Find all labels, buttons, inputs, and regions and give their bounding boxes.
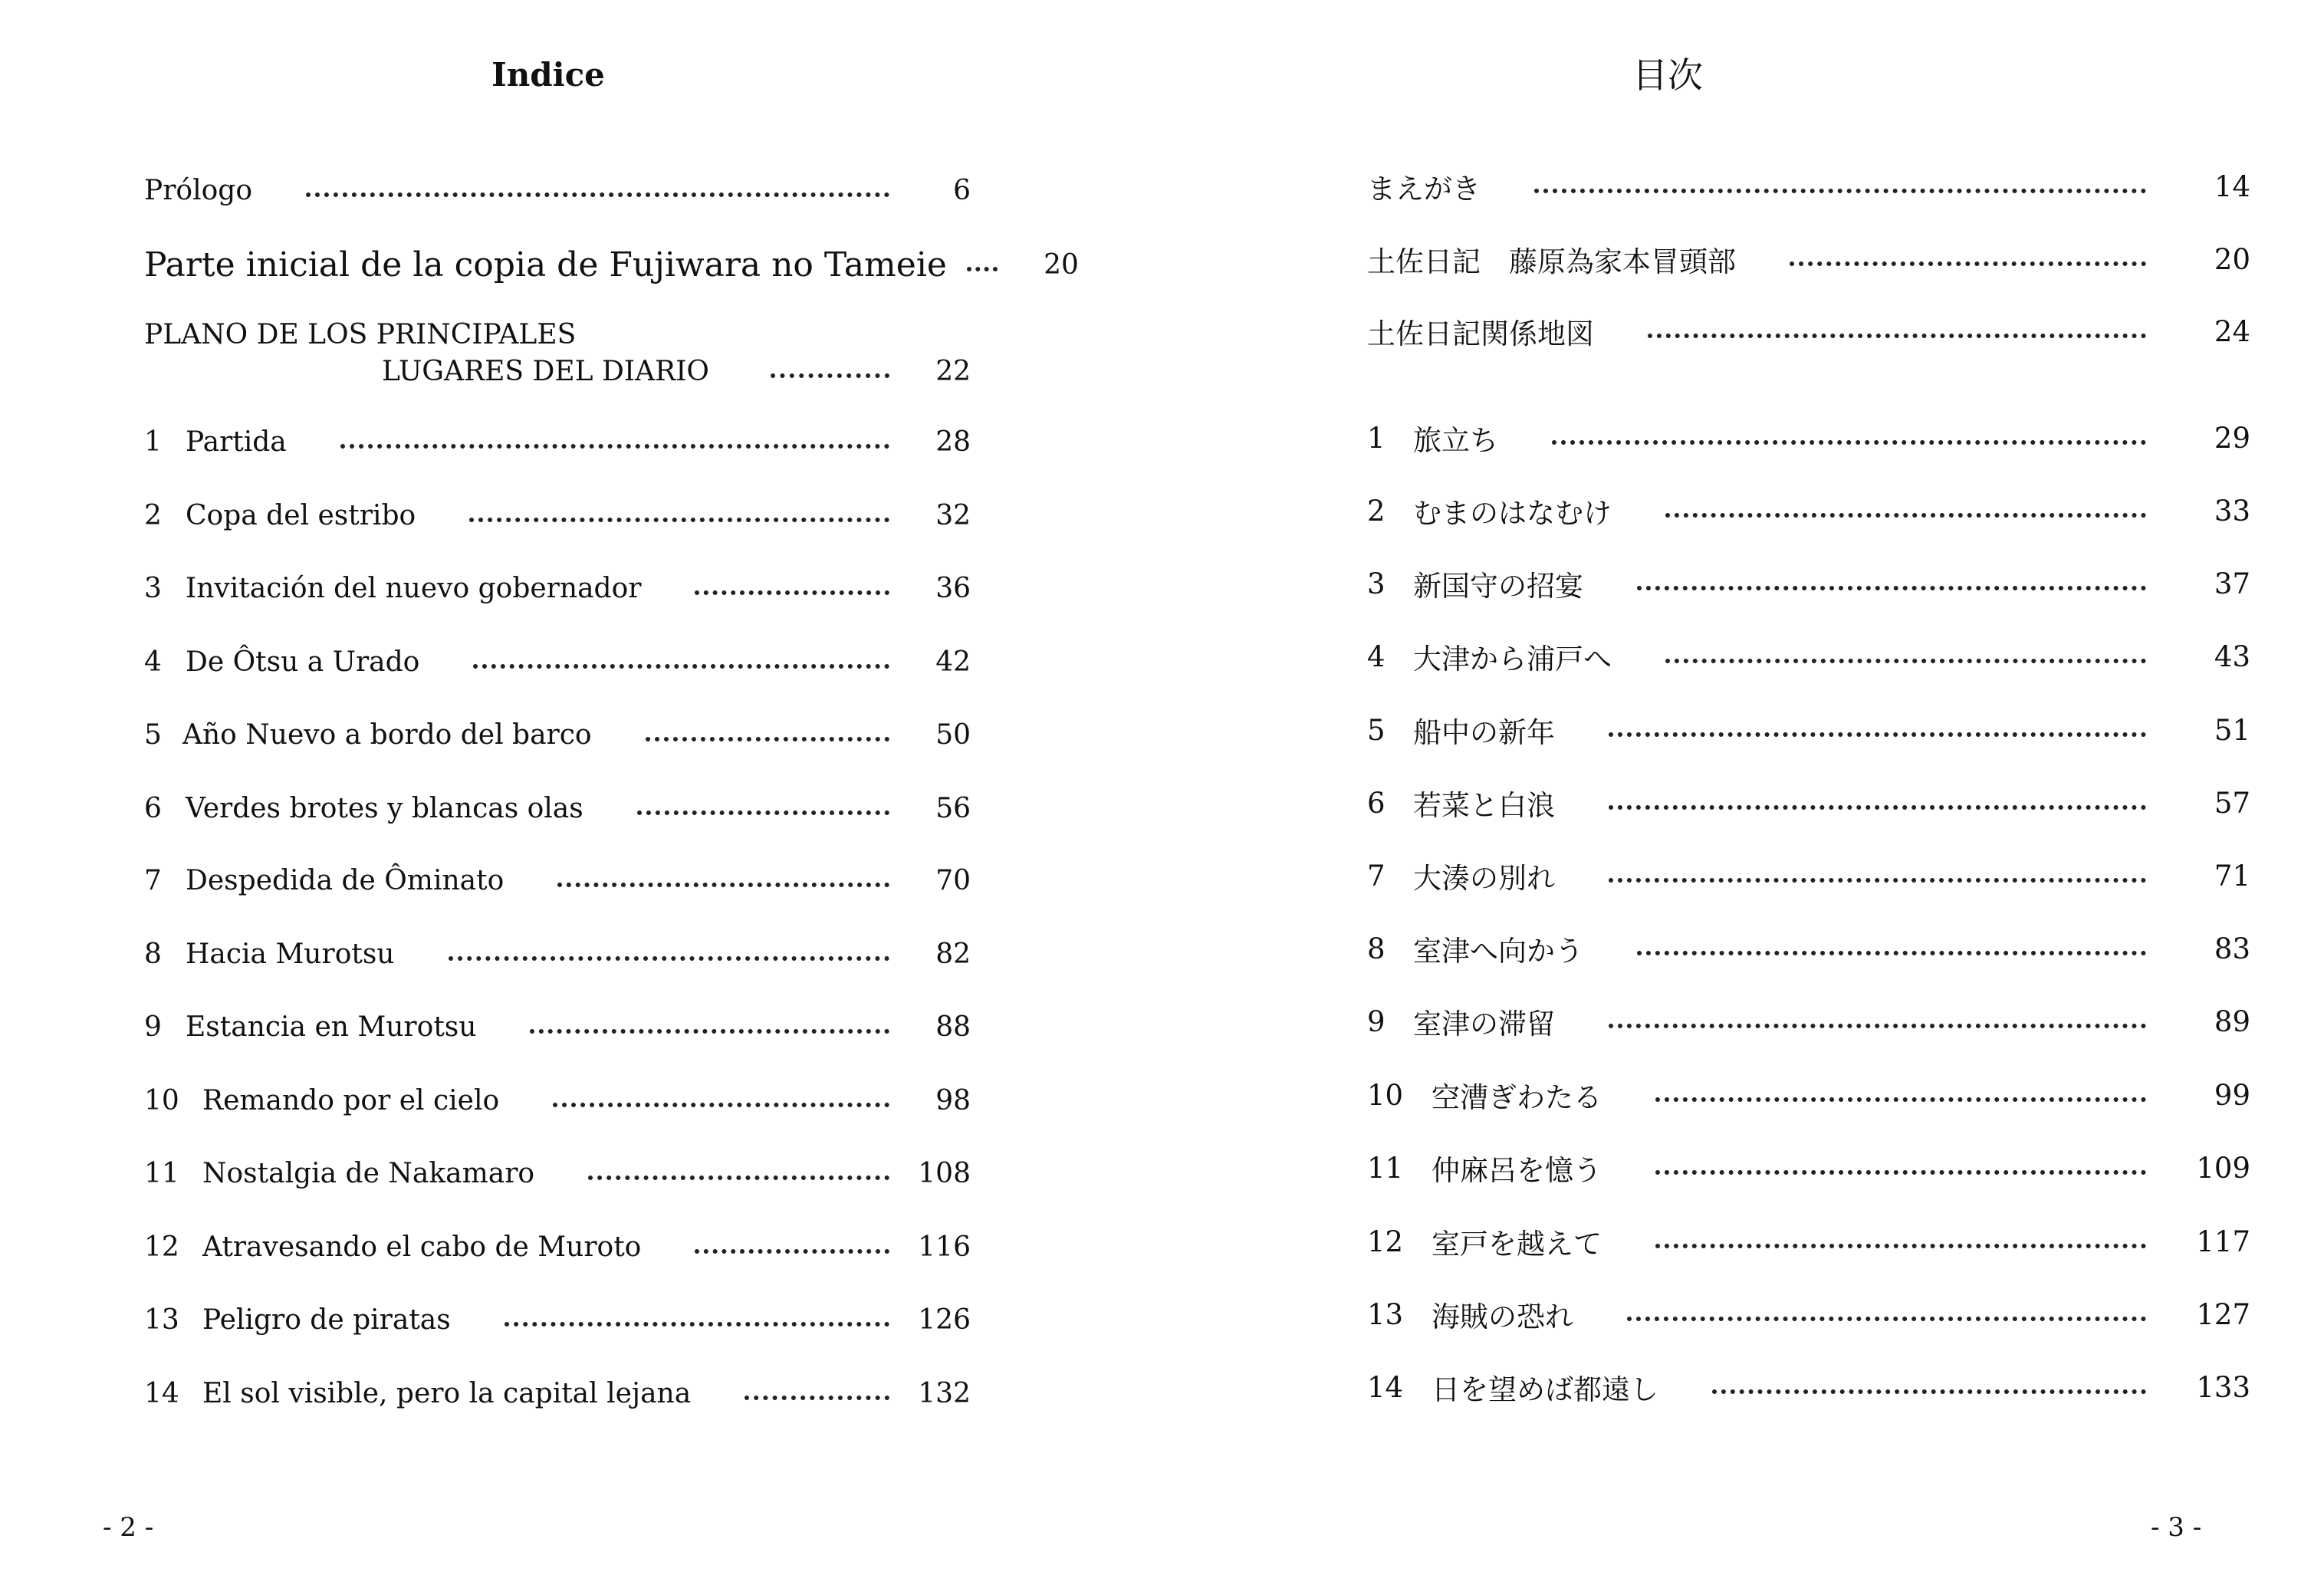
dot-leader [473, 664, 889, 669]
entry-label: Hacia Murotsu [186, 938, 395, 970]
entry-page-number: 57 [2214, 786, 2250, 820]
entry-label: むまのはなむけ [1413, 497, 1612, 530]
entry-label: Nostalgia de Nakamaro [202, 1157, 535, 1189]
entry-page-number: 43 [2214, 639, 2250, 673]
entry-label: 土佐日記 藤原為家本冒頭部 [1367, 245, 1736, 278]
dot-leader [1655, 1097, 2146, 1102]
entry-label: Copa del estribo [186, 499, 416, 531]
entry-label: Peligro de piratas [202, 1304, 451, 1336]
entry-number: 6 [144, 792, 162, 824]
dot-leader [505, 1322, 889, 1327]
entry-number: 5 [1367, 713, 1386, 747]
page-number-folio: - 3 - [2151, 1512, 2202, 1543]
toc-entry[interactable] [1367, 998, 2250, 1044]
entry-page-number: 127 [2196, 1297, 2250, 1331]
dot-leader [1609, 732, 2146, 737]
toc-entry[interactable] [144, 931, 971, 977]
toc-entry[interactable] [1367, 853, 2250, 899]
entry-page-number: 132 [918, 1377, 971, 1409]
entry-number: 12 [1367, 1225, 1404, 1258]
toc-entry[interactable] [1367, 1072, 2250, 1118]
entry-label-line2: LUGARES DEL DIARIO [382, 355, 709, 387]
toc-entry[interactable] [1367, 163, 2250, 209]
toc-entry[interactable] [144, 1150, 971, 1196]
toc-entry[interactable] [1367, 561, 2250, 607]
page-title: 目次 [1632, 54, 1703, 96]
entry-number: 13 [1367, 1297, 1404, 1331]
dot-leader [588, 1175, 889, 1180]
toc-entry[interactable] [144, 167, 971, 213]
toc-entry[interactable] [1367, 926, 2250, 972]
toc-entry[interactable] [1367, 236, 2250, 282]
dot-leader [1627, 1317, 2146, 1321]
dot-leader [449, 956, 890, 961]
dot-leader [695, 1249, 889, 1254]
entry-number: 1 [1367, 421, 1386, 455]
dot-leader [1665, 513, 2146, 518]
entry-label: El sol visible, pero la capital lejana [202, 1377, 692, 1409]
toc-entry[interactable] [144, 242, 1079, 288]
dot-leader [1552, 440, 2146, 445]
toc-entry[interactable] [1367, 1145, 2250, 1191]
toc-entry[interactable] [1367, 488, 2250, 534]
entry-number: 9 [1367, 1004, 1386, 1038]
dot-leader [340, 444, 889, 449]
entry-number: 10 [1367, 1078, 1404, 1112]
entry-number: 8 [1367, 932, 1386, 965]
toc-entry[interactable] [1367, 780, 2250, 826]
entry-label: 若菜と白浪 [1413, 789, 1555, 822]
dot-leader [1655, 1244, 2146, 1248]
entry-number: 12 [144, 1231, 179, 1263]
dot-leader [530, 1029, 889, 1034]
toc-entry[interactable] [144, 857, 971, 903]
dot-leader [967, 267, 998, 271]
entry-label: 旅立ち [1413, 424, 1498, 457]
toc-entry[interactable] [144, 1297, 971, 1343]
entry-number: 7 [144, 864, 162, 896]
toc-entry[interactable] [1367, 1364, 2250, 1410]
entry-number: 5 [144, 718, 162, 751]
entry-label: 日を望めば都遠し [1432, 1373, 1658, 1406]
page-number-folio: - 2 - [103, 1512, 154, 1543]
dot-leader [557, 883, 889, 887]
entry-label-line1: PLANO DE LOS PRINCIPALES [144, 319, 577, 350]
entry-page-number: 22 [935, 355, 971, 387]
entry-page-number: 109 [2196, 1151, 2250, 1185]
entry-number: 8 [144, 938, 162, 970]
entry-page-number: 83 [2214, 932, 2250, 965]
entry-number: 2 [144, 499, 162, 531]
entry-page-number: 32 [935, 499, 971, 531]
dot-leader [1609, 878, 2146, 883]
entry-page-number: 88 [935, 1011, 971, 1043]
entry-label: 海賊の恐れ [1432, 1300, 1573, 1333]
entry-number: 6 [1367, 786, 1386, 820]
entry-page-number: 33 [2214, 494, 2250, 528]
toc-entry[interactable] [144, 565, 971, 611]
toc-entry[interactable] [144, 712, 971, 758]
entry-label: 仲麻呂を憶う [1432, 1154, 1602, 1187]
dot-leader [771, 373, 889, 378]
entry-page-number: 6 [953, 174, 971, 206]
entry-label: Partida [186, 426, 287, 458]
toc-entry[interactable] [1367, 415, 2250, 461]
entry-label: 大湊の別れ [1413, 862, 1555, 895]
entry-number: 13 [144, 1304, 179, 1336]
entry-number: 11 [1367, 1151, 1404, 1185]
entry-page-number: 126 [918, 1304, 971, 1336]
entry-page-number: 24 [2214, 314, 2250, 348]
entry-label: Verdes brotes y blancas olas [186, 792, 583, 824]
entry-page-number: 99 [2214, 1078, 2250, 1112]
toc-entry[interactable] [144, 785, 971, 831]
entry-number: 14 [144, 1377, 179, 1409]
entry-label: 土佐日記関係地図 [1367, 317, 1594, 350]
entry-label: Año Nuevo a bordo del barco [182, 718, 592, 751]
entry-label: まえがき [1367, 173, 1481, 205]
toc-entry[interactable] [144, 1224, 971, 1270]
toc-entry-map[interactable] [144, 317, 971, 402]
entry-page-number: 51 [2214, 713, 2250, 747]
dot-leader [1648, 334, 2146, 338]
entry-label: 空漕ぎわたる [1432, 1081, 1602, 1114]
toc-entry[interactable] [144, 419, 971, 465]
toc-entry[interactable] [1367, 1291, 2250, 1337]
entry-page-number: 20 [1044, 248, 1079, 281]
entry-number: 7 [1367, 859, 1386, 893]
entry-label: 大津から浦戸へ [1413, 643, 1612, 676]
entry-label: Remando por el cielo [202, 1084, 500, 1116]
entry-label: Invitación del nuevo gobernador [186, 572, 642, 604]
entry-label: Estancia en Murotsu [186, 1011, 477, 1043]
entry-page-number: 14 [2214, 169, 2250, 203]
entry-number: 3 [144, 572, 162, 604]
entry-label: 室津へ向かう [1413, 935, 1583, 968]
entry-page-number: 108 [918, 1157, 971, 1189]
toc-entry[interactable] [1367, 707, 2250, 753]
toc-entry[interactable] [144, 492, 971, 538]
entry-number: 4 [1367, 639, 1386, 673]
dot-leader [1534, 189, 2146, 193]
entry-label: De Ôtsu a Urado [186, 646, 420, 678]
toc-entry[interactable] [1367, 633, 2250, 679]
toc-entry[interactable] [144, 639, 971, 685]
toc-entry[interactable] [144, 1077, 971, 1123]
dot-leader [1609, 805, 2146, 810]
dot-leader [1790, 261, 2146, 266]
entry-number: 2 [1367, 494, 1386, 528]
entry-number: 4 [144, 646, 162, 678]
entry-number: 1 [144, 426, 162, 458]
right-page [1162, 0, 2324, 1588]
entry-page-number: 50 [935, 718, 971, 751]
dot-leader [695, 590, 889, 595]
entry-label: 新国守の招宴 [1413, 570, 1583, 603]
entry-label: 船中の新年 [1413, 716, 1555, 749]
entry-page-number: 36 [935, 572, 971, 604]
entry-page-number: 71 [2214, 859, 2250, 893]
dot-leader [1637, 586, 2146, 590]
toc-entry[interactable] [144, 1370, 971, 1416]
entry-page-number: 98 [935, 1084, 971, 1116]
entry-number: 11 [144, 1157, 179, 1189]
entry-number: 3 [1367, 567, 1386, 600]
dot-leader [1637, 951, 2146, 955]
entry-page-number: 29 [2214, 421, 2250, 455]
dot-leader [469, 518, 889, 522]
entry-label: 室戸を越えて [1432, 1228, 1602, 1261]
dot-leader [1655, 1170, 2146, 1175]
dot-leader [1609, 1024, 2146, 1028]
dot-leader [646, 737, 889, 741]
dot-leader [1665, 659, 2146, 663]
entry-page-number: 89 [2214, 1004, 2250, 1038]
entry-page-number: 116 [918, 1231, 971, 1263]
entry-label: Atravesando el cabo de Muroto [202, 1231, 642, 1263]
dot-leader [553, 1103, 889, 1107]
entry-page-number: 133 [2196, 1370, 2250, 1404]
entry-page-number: 56 [935, 792, 971, 824]
entry-number: 9 [144, 1011, 162, 1043]
toc-entry[interactable] [1367, 1218, 2250, 1264]
dot-leader [306, 192, 889, 197]
entry-label: 室津の滞留 [1413, 1008, 1555, 1041]
entry-label: Prólogo [144, 174, 253, 206]
entry-page-number: 82 [935, 938, 971, 970]
entry-page-number: 42 [935, 646, 971, 678]
dot-leader [637, 810, 889, 815]
toc-entry[interactable] [144, 1004, 971, 1050]
dot-leader [745, 1396, 889, 1400]
entry-page-number: 28 [935, 426, 971, 458]
entry-page-number: 70 [935, 864, 971, 896]
entry-number: 10 [144, 1084, 179, 1116]
toc-entry[interactable] [1367, 308, 2250, 354]
entry-number: 14 [1367, 1370, 1404, 1404]
entry-label: Despedida de Ôminato [186, 864, 505, 896]
entry-page-number: 117 [2196, 1225, 2250, 1258]
entry-page-number: 20 [2214, 242, 2250, 276]
entry-page-number: 37 [2214, 567, 2250, 600]
dot-leader [1712, 1389, 2146, 1394]
entry-label: Parte inicial de la copia de Fujiwara no Tameie [144, 245, 947, 284]
page-title: Indice [491, 56, 605, 94]
